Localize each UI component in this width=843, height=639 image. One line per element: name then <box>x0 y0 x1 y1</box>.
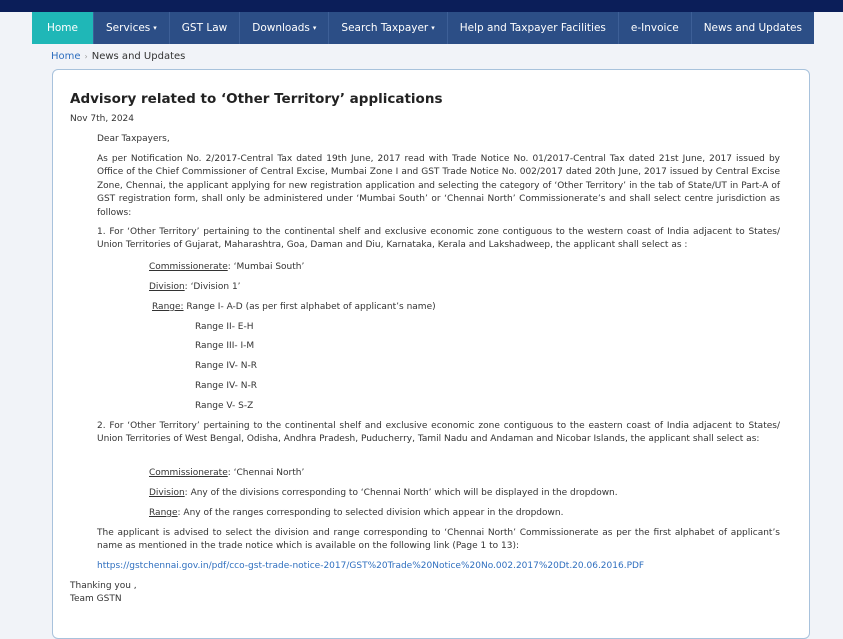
chevron-down-icon: ▾ <box>312 24 317 32</box>
p2-division <box>149 487 618 500</box>
trade-notice-link-row <box>97 560 644 573</box>
top-header-strip <box>0 0 843 12</box>
nav-news-updates[interactable] <box>692 12 814 44</box>
range-item: Range II- E-H <box>195 322 254 332</box>
nav-label: Search Taxpayer <box>341 22 429 34</box>
intro-paragraph: As per Notification No. 2/2017-Central Tax dated 19th June, 2017 read with Trade Notice No. 01/2017-Central Tax dated 21st June, 2017 issued by Office of the Chief Commissioner of Central Excise, Mumbai Zone I and GST Trade Notice No. 002/2017 dated 20th June, 2017 issued by Central Excise Zone, Chennai, the applicant applying for new registration application and selecting the category of ‘Other Territory’ in the tab of State/UT in Part-A of GST registration form, shall only be administered under ‘Mumbai South’ or ‘Chennai North’ Commissionerate’s and shall select centre jurisdiction as follows: <box>97 154 780 218</box>
main-nav <box>32 12 814 44</box>
nav-label: News and Updates <box>703 22 802 34</box>
p1-commissionerate-value: : ‘Mumbai South’ <box>227 262 305 272</box>
p2-range <box>149 507 563 520</box>
nav-einvoice[interactable] <box>619 12 692 44</box>
nav-label: GST Law <box>181 22 228 34</box>
p1-range-value: Range I- A-D (as per first alphabet of applicant’s name) <box>183 302 436 312</box>
nav-label: Home <box>46 22 78 34</box>
p2-commissionerate-value: : ‘Chennai North’ <box>227 468 305 478</box>
nav-help[interactable] <box>448 12 619 44</box>
p1-division <box>149 281 241 294</box>
p2-commissionerate-label: Commissionerate <box>149 468 228 478</box>
chevron-down-icon: ▾ <box>153 24 157 32</box>
breadcrumb-current: News and Updates <box>91 51 186 62</box>
nav-services[interactable] <box>94 12 170 44</box>
breadcrumb <box>51 50 185 64</box>
nav-search-taxpayer[interactable] <box>329 12 447 44</box>
trade-notice-link[interactable]: https://gstchennai.gov.in/pdf/cco-gst-trade-notice-2017/GST%20Trade%20Notice%20No.002.2017%20Dt.20.06.2016.PDF <box>97 561 645 571</box>
p1-division-label: Division <box>149 282 185 292</box>
p1-commissionerate <box>149 261 304 274</box>
p1-commissionerate-label: Commissionerate <box>149 262 228 272</box>
range-item: Range III- I-M <box>195 341 255 351</box>
point-1: 1. For ‘Other Territory’ pertaining to the continental shelf and exclusive economic zone contiguous to the western coast of India adjacent to States/ Union Territories of Gujarat, Maharashtra, Goa, Daman and Diu, Karnataka, Kerala and Lakshadweep, the applicant shall select as : <box>97 227 780 251</box>
nav-label: Help and Taxpayer Facilities <box>459 22 606 34</box>
nav-label: Services <box>106 22 151 34</box>
range-item: Range V- S-Z <box>195 401 254 411</box>
advice-paragraph: The applicant is advised to select the division and range corresponding to ‘Chennai North’ Commissionerate as per the first alphabet of applicant’s name as mentioned in the trade notice which is available on the following link (Page 1 to 13): <box>97 528 780 552</box>
p2-division-value: : Any of the divisions corresponding to ‘Chennai North’ which will be displayed in the dropdown. <box>184 488 618 498</box>
chevron-down-icon: ▾ <box>431 24 435 32</box>
range-item: Range IV- N-R <box>195 361 258 371</box>
greeting: Dear Taxpayers, <box>97 134 170 144</box>
range-item: Range IV- N-R <box>195 381 258 391</box>
signoff-text: Team GSTN <box>70 594 122 604</box>
p1-division-value: : ‘Division 1’ <box>184 282 241 292</box>
p2-range-value: : Any of the ranges corresponding to selected division which appear in the dropdown. <box>177 508 564 518</box>
nav-label: Downloads <box>252 22 310 34</box>
nav-downloads[interactable] <box>240 12 329 44</box>
nav-home[interactable] <box>32 12 94 44</box>
breadcrumb-separator: › <box>84 52 88 61</box>
point-2: 2. For ‘Other Territory’ pertaining to the continental shelf and exclusive economic zone contiguous to the eastern coast of India adjacent to States/ Union Territories of West Bengal, Odisha, Andhra Pradesh, Puducherry, Tamil Nadu and Andaman and Nicobar Islands, the applicant shall select as: <box>97 421 780 445</box>
p1-range <box>152 301 436 314</box>
article-date: Nov 7th, 2024 <box>70 114 135 124</box>
nav-label: e-Invoice <box>630 22 679 34</box>
article-title: Advisory related to ‘Other Territory’ applications <box>70 91 443 107</box>
p2-range-label: Range <box>149 508 178 518</box>
thanks-text: Thanking you , <box>70 581 137 591</box>
nav-gst-law[interactable] <box>170 12 240 44</box>
p1-range-label: Range: <box>152 302 184 312</box>
p2-commissionerate <box>149 467 304 480</box>
p2-division-label: Division <box>149 488 185 498</box>
breadcrumb-home[interactable]: Home <box>51 51 81 62</box>
